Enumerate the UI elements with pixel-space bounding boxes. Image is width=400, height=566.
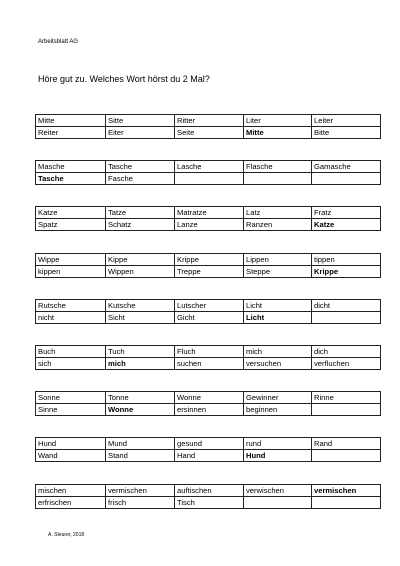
word-cell: Fluch [175,346,244,358]
word-cell: Gicht [175,312,244,324]
word-cell: frisch [106,497,175,509]
word-cell: Lasche [175,161,244,173]
word-cell: Masche [36,161,106,173]
table-row [36,173,381,185]
word-cell: Kutsche [106,300,175,312]
word-cell: Sinne [36,404,106,416]
word-cell: ersinnen [175,404,244,416]
word-cell: Tasche [106,161,175,173]
word-cell: Leiter [312,115,381,127]
word-cell: vermischen [106,485,175,497]
word-cell: Ranzen [244,219,312,231]
word-cell: erfrischen [36,497,106,509]
word-cell: Krippe [175,254,244,266]
answer-word-cell: Wonne [106,404,175,416]
table-row [36,497,381,509]
word-table [35,437,381,462]
word-cell [312,497,381,509]
answer-word-cell: Hund [244,450,312,462]
word-cell: Tuch [106,346,175,358]
word-cell: Mund [106,438,175,450]
word-table [35,114,381,139]
table-row [36,254,381,266]
answer-word-cell: vermischen [312,485,381,497]
answer-word-cell: Krippe [312,266,381,278]
word-cell: Seite [175,127,244,139]
word-cell: Fasche [106,173,175,185]
word-cell: versuchen [244,358,312,370]
word-cell: dicht [312,300,381,312]
word-cell: Reiter [36,127,106,139]
word-cell: sich [36,358,106,370]
table-row [36,346,381,358]
word-cell: verwischen [244,485,312,497]
word-cell [312,404,381,416]
word-cell: Liter [244,115,312,127]
table-row [36,485,381,497]
table-row [36,219,381,231]
word-cell: verfluchen [312,358,381,370]
word-cell: Sonne [36,392,106,404]
word-table [35,484,381,509]
author-footer: A. Steurer, 2018 [48,532,85,538]
word-cell: Steppe [244,266,312,278]
worksheet-title: Höre gut zu. Welches Wort hörst du 2 Mal? [38,74,210,84]
table-row [36,312,381,324]
word-cell: Kippe [106,254,175,266]
answer-word-cell: Mitte [244,127,312,139]
word-cell: Flasche [244,161,312,173]
word-cell: beginnen [244,404,312,416]
table-row [36,450,381,462]
table-row [36,207,381,219]
word-cell: Wand [36,450,106,462]
word-cell: Sitte [106,115,175,127]
word-cell: Spatz [36,219,106,231]
word-cell: rund [244,438,312,450]
worksheet-header: Arbeitsblatt AG [38,39,79,45]
word-table [35,253,381,278]
table-row [36,300,381,312]
word-cell: Katze [36,207,106,219]
word-cell: Hand [175,450,244,462]
word-cell: suchen [175,358,244,370]
word-cell: Rinne [312,392,381,404]
word-cell: Schatz [106,219,175,231]
word-cell: Eiter [106,127,175,139]
word-cell: Wonne [175,392,244,404]
answer-word-cell: Licht [244,312,312,324]
word-table [35,391,381,416]
word-cell: auftischen [175,485,244,497]
word-cell: Buch [36,346,106,358]
answer-word-cell: Tasche [36,173,106,185]
word-cell: gesund [175,438,244,450]
word-cell: tippen [312,254,381,266]
word-cell [244,497,312,509]
word-cell: Lutscher [175,300,244,312]
answer-word-cell: Katze [312,219,381,231]
word-cell: nicht [36,312,106,324]
word-table [35,299,381,324]
word-cell: Tatze [106,207,175,219]
word-cell [175,173,244,185]
word-cell: Stand [106,450,175,462]
answer-word-cell: mich [106,358,175,370]
word-cell: kippen [36,266,106,278]
word-cell: Gamasche [312,161,381,173]
table-row [36,404,381,416]
word-cell: mischen [36,485,106,497]
table-row [36,392,381,404]
word-cell: Rand [312,438,381,450]
word-cell: Fratz [312,207,381,219]
table-row [36,266,381,278]
word-cell: Ritter [175,115,244,127]
word-cell: Tonne [106,392,175,404]
word-cell: Treppe [175,266,244,278]
word-cell: mich [244,346,312,358]
word-cell: Latz [244,207,312,219]
table-row [36,127,381,139]
table-row [36,161,381,173]
word-cell [312,173,381,185]
word-cell: Hund [36,438,106,450]
word-cell: Bitte [312,127,381,139]
word-cell: Wippen [106,266,175,278]
word-cell: Licht [244,300,312,312]
word-table [35,206,381,231]
table-row [36,115,381,127]
table-row [36,358,381,370]
word-table [35,160,381,185]
word-cell: Gewinner [244,392,312,404]
table-row [36,438,381,450]
word-cell: Rutsche [36,300,106,312]
word-cell [244,173,312,185]
word-cell: dich [312,346,381,358]
word-cell: Lippen [244,254,312,266]
word-cell: Mitte [36,115,106,127]
word-cell [312,450,381,462]
word-cell: Wippe [36,254,106,266]
word-cell: Matratze [175,207,244,219]
word-cell [312,312,381,324]
word-table [35,345,381,370]
word-cell: Lanze [175,219,244,231]
word-cell: Sicht [106,312,175,324]
word-cell: Tisch [175,497,244,509]
